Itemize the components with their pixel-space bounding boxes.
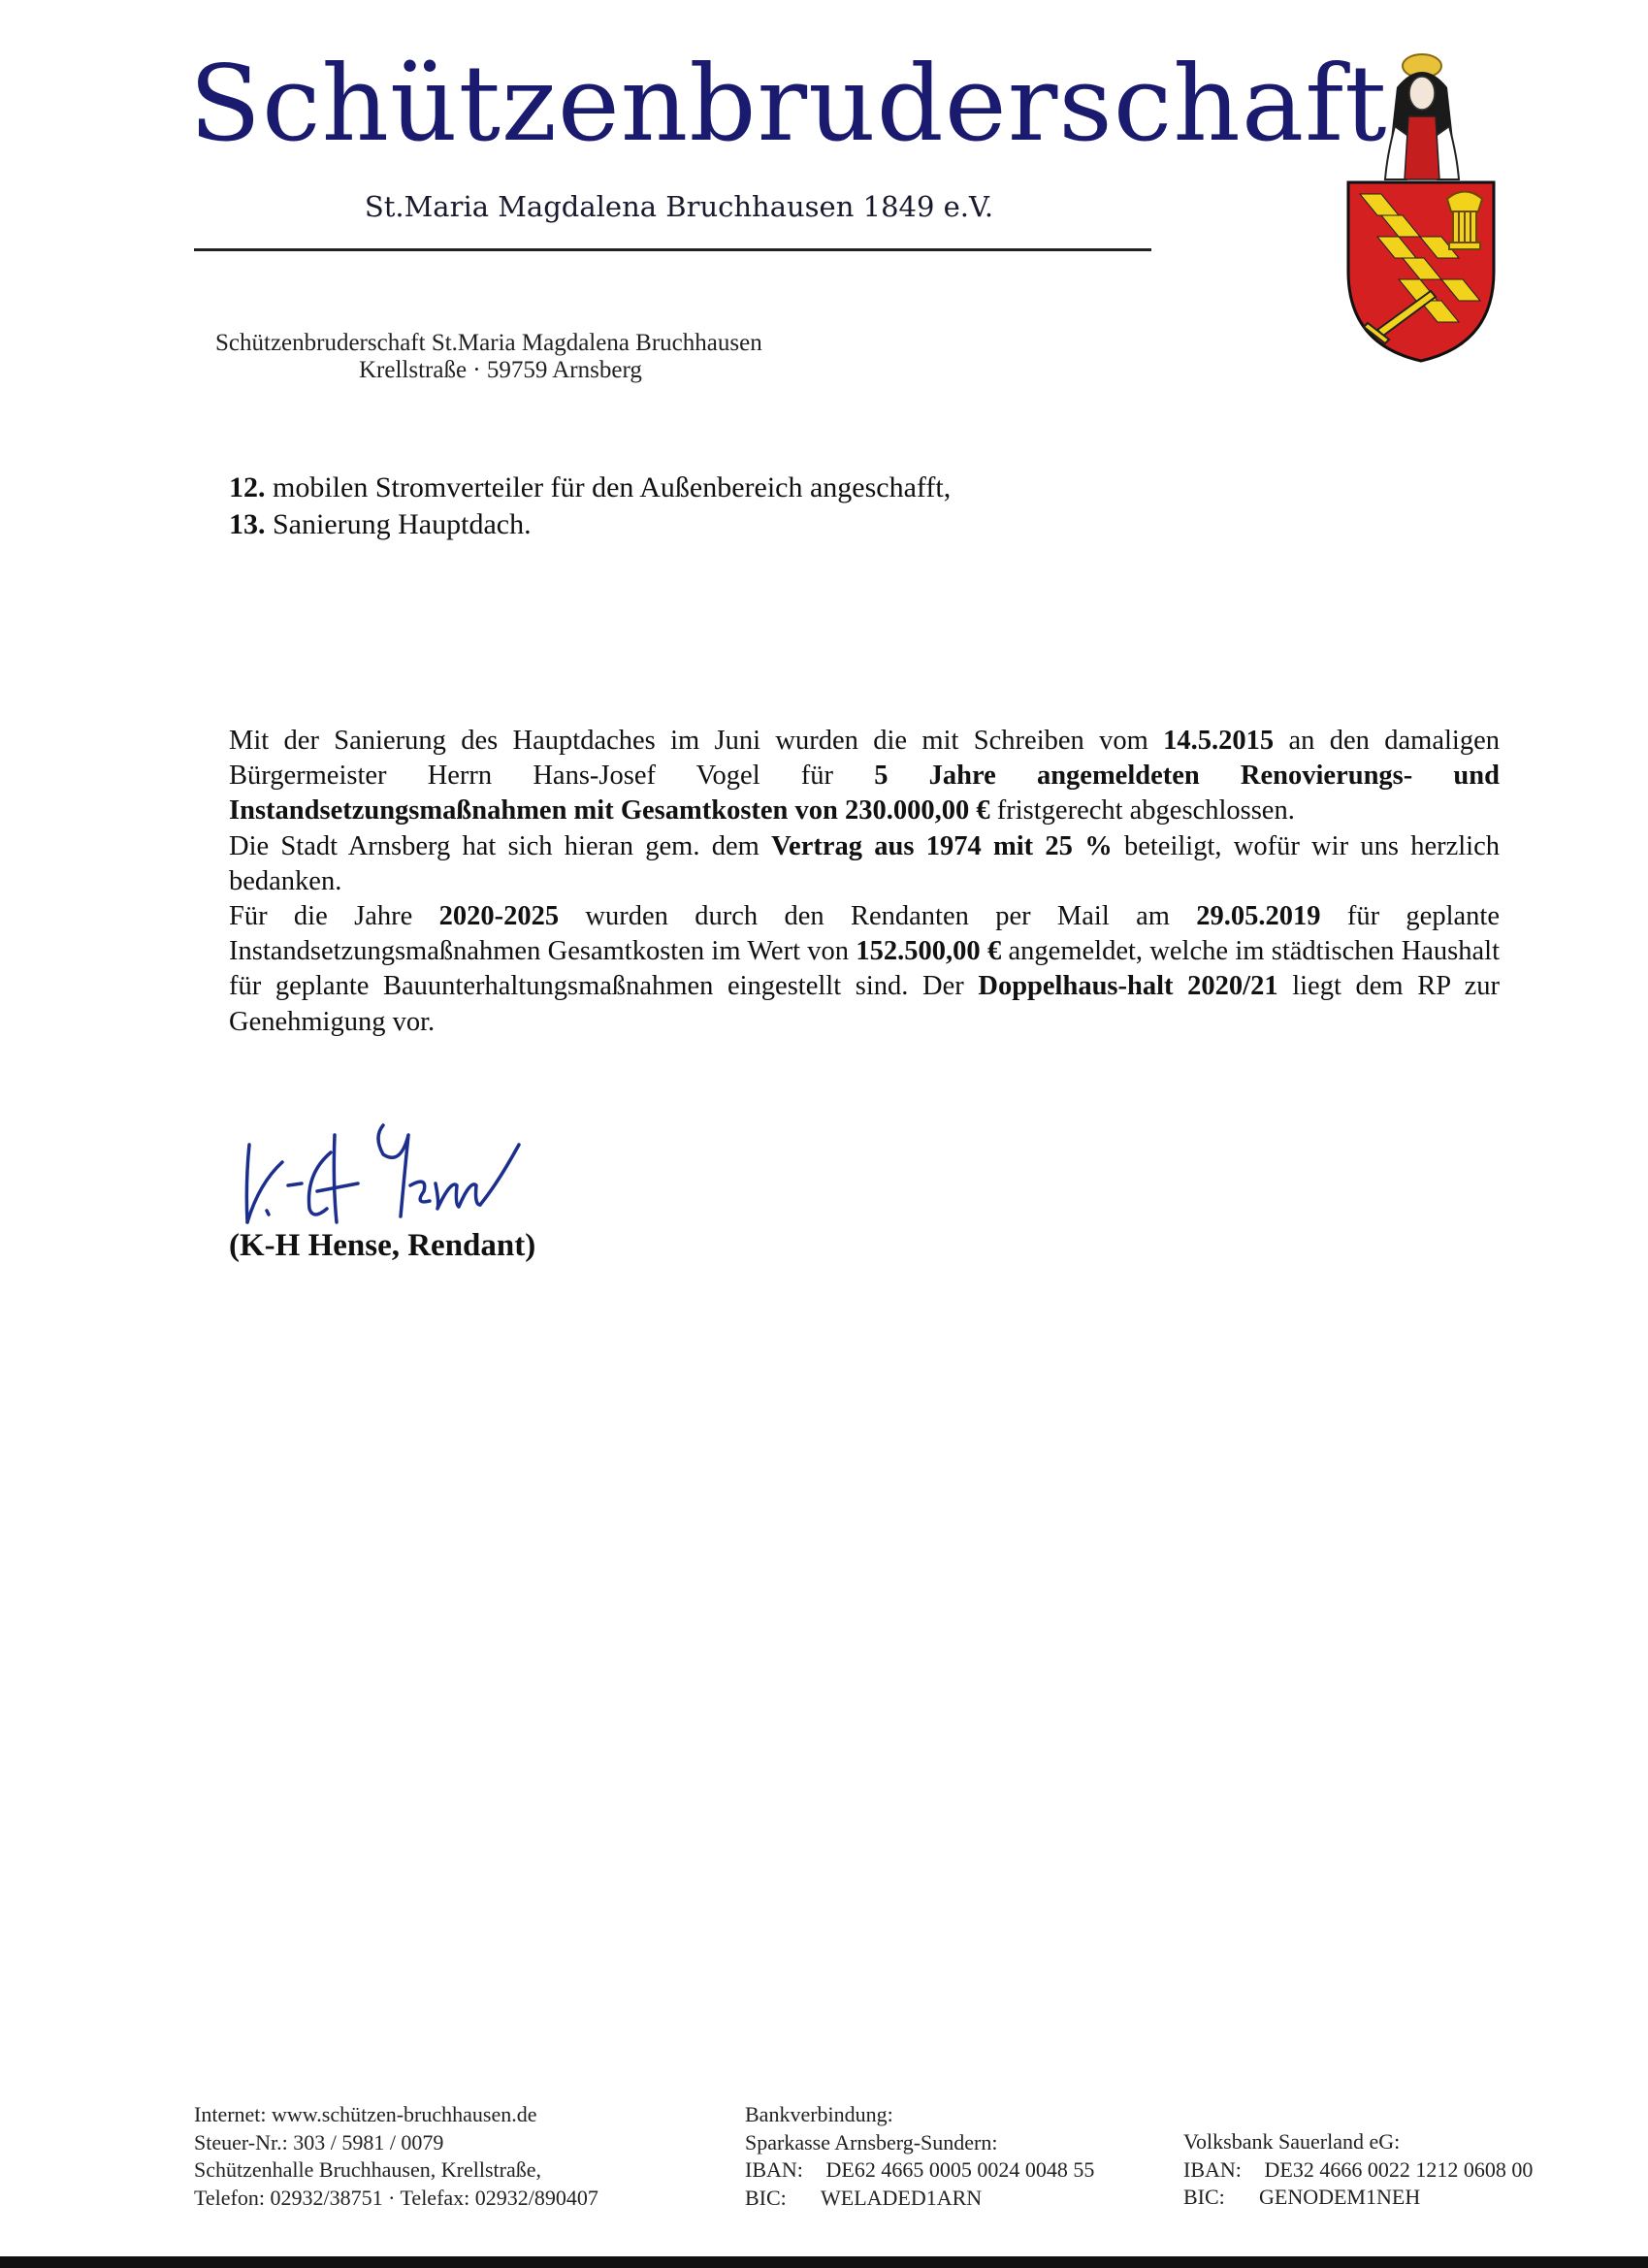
- budget-bold: Doppelhaus-halt 2020/21: [978, 971, 1278, 1002]
- footer-bank2-iban: IBAN: DE32 4666 0022 1212 0608 00: [1183, 2156, 1534, 2182]
- list-item: [229, 471, 951, 504]
- footer-bank1-name: Sparkasse Arnsberg-Sundern:: [745, 2129, 998, 2155]
- club-name-title: Schützenbruderschaft: [189, 44, 1388, 165]
- paragraph-sentence-2: Die Stadt Arnsberg hat sich hieran gem. dem Vertrag aus 1974 mit 25 % beteiligt, wofür wir uns herzlich bedanken.: [229, 830, 1501, 896]
- footer-phone-fax: Telefon: 02932/38751 · Telefax: 02932/890407: [194, 2185, 598, 2210]
- date-bold: 14.5.2015: [1163, 726, 1275, 756]
- paragraph-sentence-1: Mit der Sanierung des Hauptdaches im Juni wurden die mit Schreiben vom 14.5.2015 an den damaligen Bürgermeister Herrn Hans-Josef Vogel für 5 Jahre angemeldeten Renovierungs- und Instandsetzungsmaßnahmen mit Gesamtkosten von 230.000,00 € fristgerecht abgeschlossen.: [229, 726, 1500, 826]
- footer-internet: Internet: www.schützen-bruchhausen.de: [194, 2102, 537, 2126]
- footer-hall-address: Schützenhalle Bruchhausen, Krellstraße,: [194, 2157, 541, 2183]
- contract-bold: Vertrag aus 1974 mit 25 %: [771, 830, 1113, 861]
- list-item-text: Sanierung Hauptdach.: [265, 508, 532, 540]
- footer-bank-sparkasse: [745, 2101, 1094, 2212]
- letterhead-divider: [194, 248, 1151, 251]
- list-item-number: 12.: [229, 471, 266, 503]
- body-paragraph: [229, 724, 1500, 1040]
- footer-tax-number: Steuer-Nr.: 303 / 5981 / 0079: [194, 2129, 444, 2155]
- footer-bank2-bic: BIC: GENODEM1NEH: [1183, 2185, 1421, 2210]
- signatory-name: (K-H Hense, Rendant): [229, 1228, 536, 1263]
- club-subtitle: St.Maria Magdalena Bruchhausen 1849 e.V.: [364, 190, 994, 223]
- footer-contact: [194, 2101, 598, 2212]
- years-bold: 2020-2025: [438, 901, 560, 932]
- footer-bank-title: Bankverbindung:: [745, 2102, 893, 2126]
- sender-address-line-1: Schützenbruderschaft St.Maria Magdalena Bruchhausen: [215, 330, 762, 356]
- footer-bank1-iban: IBAN: DE62 4665 0005 0024 0048 55: [745, 2157, 1095, 2183]
- paragraph-sentence-3: Für die Jahre 2020-2025 wurden durch den Rendanten per Mail am 29.05.2019 für geplante Instandsetzungsmaßnahmen Gesamtkosten im Wert von 152.500,00 € angemeldet, welche im städtischen Haushalt für geplante Bauunterhaltungsmaßnahmen eingestellt sind. Der Doppelhaus-halt 2020/21 liegt dem RP zur Genehmigung vor.: [229, 901, 1501, 1037]
- footer-bank1-bic: BIC: WELADED1ARN: [745, 2185, 983, 2210]
- list-item-number: 13.: [229, 508, 266, 540]
- sender-address-line-2: Krellstraße · 59759 Arnsberg: [359, 357, 642, 383]
- list-item: [229, 508, 532, 541]
- amount-bold: 5 Jahre angemeldeten Renovierungs- und Instandsetzungsmaßnahmen mit Gesamtkosten von 230.000,00 €: [229, 761, 1500, 826]
- list-item-text: mobilen Stromverteiler für den Außenbereich angeschafft,: [265, 471, 952, 503]
- scan-bottom-edge: [0, 2256, 1648, 2268]
- handwritten-signature: [238, 1116, 587, 1242]
- footer-bank-volksbank: [1183, 2128, 1533, 2212]
- crest-emblem: [1339, 49, 1503, 369]
- mail-date-bold: 29.05.2019: [1196, 901, 1321, 932]
- footer-bank2-name: Volksbank Sauerland eG:: [1183, 2129, 1401, 2154]
- cost-bold: 152.500,00 €: [856, 936, 1002, 967]
